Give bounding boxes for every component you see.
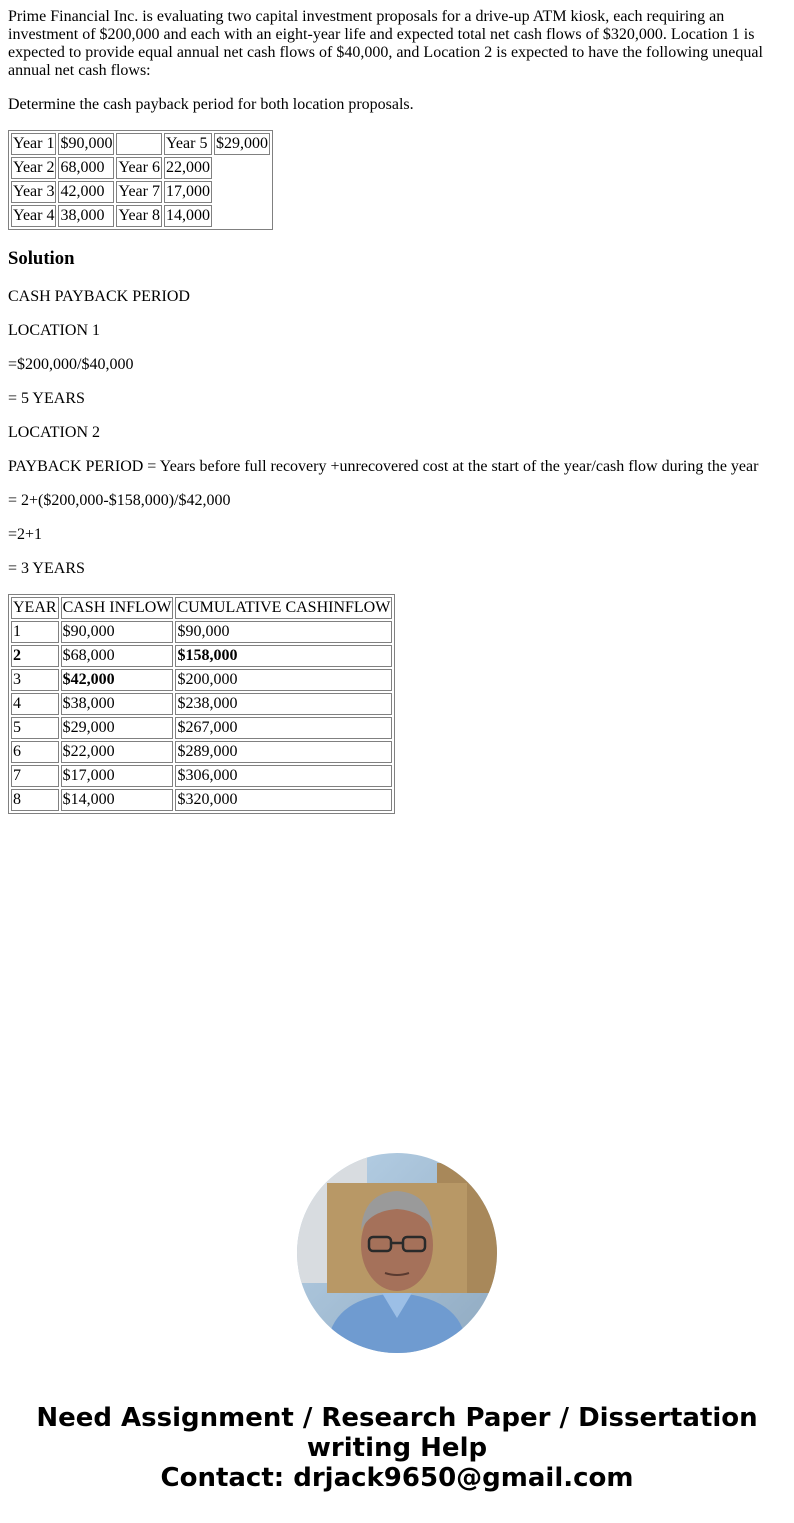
- table-cell: [116, 133, 161, 155]
- table-cell: Year 4: [11, 205, 56, 227]
- cash-flow-table: [8, 130, 273, 230]
- table-cell: 17,000: [164, 181, 212, 203]
- table-cell: $90,000: [175, 621, 392, 643]
- table-cell: $158,000: [175, 645, 392, 667]
- table-cell: Year 5: [164, 133, 212, 155]
- table-cell: 1: [11, 621, 59, 643]
- promo-contact: Contact: drjack9650@gmail.com: [160, 1463, 634, 1493]
- table-cell-empty: [214, 181, 270, 203]
- table-cell: $90,000: [61, 621, 174, 643]
- solution-line: LOCATION 1: [8, 322, 100, 339]
- solution-heading: Solution: [8, 248, 75, 269]
- table-cell: 6: [11, 741, 59, 763]
- table-cell: 7: [11, 765, 59, 787]
- solution-line: PAYBACK PERIOD = Years before full recovery +unrecovered cost at the start of the year/cash flow during the year: [8, 458, 759, 475]
- table-cell: 14,000: [164, 205, 212, 227]
- table-cell-empty: [214, 157, 270, 179]
- table-row: [11, 181, 270, 203]
- table-cell: Year 2: [11, 157, 56, 179]
- table-row: [11, 621, 392, 643]
- table-cell: $29,000: [214, 133, 270, 155]
- document: [8, 8, 786, 814]
- table-header-row: [11, 597, 392, 619]
- table-header: YEAR: [11, 597, 59, 619]
- promo-line: Need Assignment / Research Paper / Dissertation: [36, 1403, 758, 1433]
- table-cell: $289,000: [175, 741, 392, 763]
- table-row: [11, 693, 392, 715]
- table-cell: 4: [11, 693, 59, 715]
- avatar: [297, 1153, 497, 1353]
- solution-line: = 5 YEARS: [8, 390, 85, 407]
- table-cell: $267,000: [175, 717, 392, 739]
- table-cell: 38,000: [58, 205, 114, 227]
- table-cell: 3: [11, 669, 59, 691]
- promo-line: writing Help: [306, 1433, 488, 1463]
- table-cell: $68,000: [61, 645, 174, 667]
- table-cell: 42,000: [58, 181, 114, 203]
- tutor-portrait: [297, 1153, 497, 1353]
- table-row: [11, 765, 392, 787]
- table-row: [11, 669, 392, 691]
- table-row: [11, 741, 392, 763]
- table-cell: $29,000: [61, 717, 174, 739]
- solution-line: = 2+($200,000-$158,000)/$42,000: [8, 492, 231, 509]
- table-row: [11, 133, 270, 155]
- table-row: [11, 645, 392, 667]
- table-cell: 8: [11, 789, 59, 811]
- table-header: CASH INFLOW: [61, 597, 174, 619]
- table-cell: 22,000: [164, 157, 212, 179]
- table-row: [11, 157, 270, 179]
- table-cell: $90,000: [58, 133, 114, 155]
- table-cell: $17,000: [61, 765, 174, 787]
- table-cell: 2: [11, 645, 59, 667]
- table-cell: Year 7: [116, 181, 161, 203]
- table-header: CUMULATIVE CASHINFLOW: [175, 597, 392, 619]
- table-row: [11, 717, 392, 739]
- promo-banner: [0, 1403, 794, 1493]
- table-cell: 68,000: [58, 157, 114, 179]
- cumulative-cash-table: [8, 594, 395, 814]
- table-cell: Year 8: [116, 205, 161, 227]
- solution-line: = 3 YEARS: [8, 560, 85, 577]
- table-cell: Year 3: [11, 181, 56, 203]
- table-cell: $238,000: [175, 693, 392, 715]
- table-cell: Year 1: [11, 133, 56, 155]
- table-cell: $14,000: [61, 789, 174, 811]
- table-cell: $22,000: [61, 741, 174, 763]
- question-task: Determine the cash payback period for both location proposals.: [8, 96, 414, 113]
- table-cell: $200,000: [175, 669, 392, 691]
- table-cell: 5: [11, 717, 59, 739]
- solution-line: =2+1: [8, 526, 43, 543]
- table-cell: Year 6: [116, 157, 161, 179]
- table-cell: $320,000: [175, 789, 392, 811]
- table-cell: $42,000: [61, 669, 174, 691]
- table-cell: $306,000: [175, 765, 392, 787]
- table-row: [11, 205, 270, 227]
- solution-line: =$200,000/$40,000: [8, 356, 134, 373]
- table-cell-empty: [214, 205, 270, 227]
- table-cell: $38,000: [61, 693, 174, 715]
- solution-line: CASH PAYBACK PERIOD: [8, 288, 190, 305]
- solution-line: LOCATION 2: [8, 424, 100, 441]
- table-row: [11, 789, 392, 811]
- question-intro: Prime Financial Inc. is evaluating two capital investment proposals for a drive-up ATM kiosk, each requiring an investment of $200,000 and each with an eight-year life and expected total net cash flows of $320,000. Location 1 is expected to provide equal annual net cash flows of $40,000, and Location 2 is expected to have the following unequal annual net cash flows:: [8, 8, 763, 79]
